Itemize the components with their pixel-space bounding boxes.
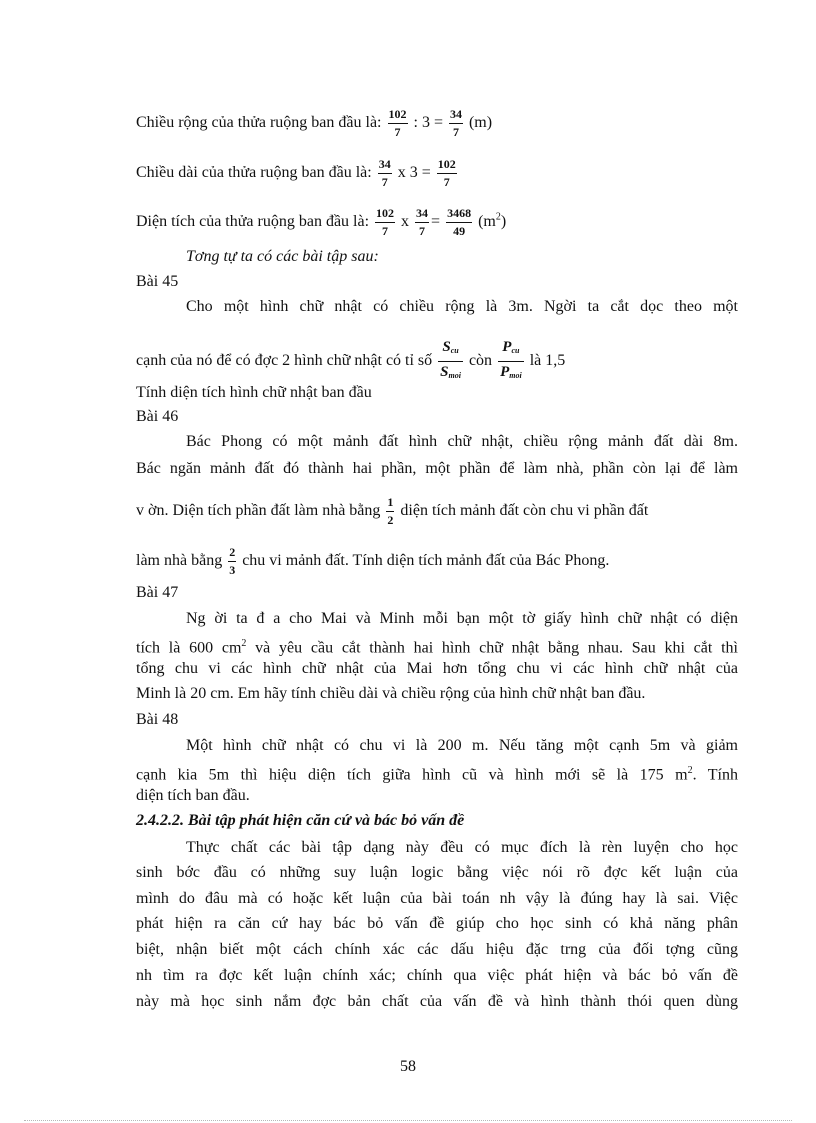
text: diện tích mảnh đất còn chu vi phần đất	[400, 502, 649, 520]
exercise-47-heading: Bài 47	[136, 584, 179, 601]
fraction: $\frac{1}{2}$	[387, 495, 394, 527]
text: Diện tích của thửa ruộng ban đầu là:	[136, 213, 370, 231]
fraction: $\frac{34}{7}$	[449, 107, 462, 139]
text: v ờn. Diện tích phần đất làm nhà bằng	[136, 502, 381, 520]
fraction: $\frac{102}{7}$	[437, 157, 456, 189]
area-calculation-line	[136, 207, 506, 238]
text: cạnh của nó để có đợc 2 hình chữ nhật có tỉ số	[136, 352, 433, 370]
paragraph-line-5: biệt, nhận biết một cách chính xác các dấu hiệu đặc trng của đối tợng cũng	[136, 941, 738, 958]
exercise-47-line-4: Minh là 20 cm. Em hãy tính chiều dài và chiều rộng của hình chữ nhật ban đầu.	[136, 685, 646, 702]
paragraph-line-1: Thực chất các bài tập dạng này đều có mục đích là rèn luyện cho học	[186, 839, 738, 856]
fraction: $\frac{2}{3}$	[229, 545, 236, 577]
fraction: $\frac{102}{7}$	[376, 206, 395, 238]
fraction: $\frac{102}{7}$	[388, 107, 407, 139]
exercise-48-line-3: diện tích ban đầu.	[136, 787, 250, 804]
exercise-46-heading: Bài 46	[136, 408, 179, 425]
paragraph-line-2: sinh bớc đầu có những suy luận logic bằng việc nói rõ đợc kết luận của	[136, 864, 738, 881]
page-bottom-divider	[24, 1120, 792, 1121]
similar-exercises-intro: Tơng tự ta có các bài tập sau:	[186, 248, 379, 265]
text: làm nhà bằng	[136, 552, 223, 570]
text: còn	[468, 352, 493, 370]
exercise-48-line-1: Một hình chữ nhật có chu vi là 200 m. Nếu tăng một cạnh 5m và giảm	[186, 737, 738, 754]
text: (m)	[468, 114, 493, 132]
paragraph-line-6: nh tìm ra đợc kết luận chính xác; chính qua việc phát hiện và bác bỏ vấn đề	[136, 967, 738, 984]
exercise-46-line-4	[136, 546, 609, 577]
length-calculation-line	[136, 158, 459, 189]
fraction: $\frac{34}{7}$	[416, 206, 429, 238]
paragraph-line-3: mình do đâu mà có hoặc kết luận của bài toán nh vậy là đúng hay là sai. Việc	[136, 890, 738, 907]
exercise-45-line-3: Tính diện tích hình chữ nhật ban đầu	[136, 384, 372, 401]
exercise-46-line-1: Bác Phong có một mảnh đất hình chữ nhật, chiều rộng mảnh đất dài 8m.	[186, 433, 738, 450]
ratio-p-fraction: $\frac{P_{cu}}{P_{moi}}$	[500, 339, 522, 380]
exercise-48-line-2: cạnh kia 5m thì hiệu diện tích giữa hình cũ và hình mới sẽ là 175 $m^2$. Tính	[136, 765, 739, 784]
exercise-45-line-1: Cho một hình chữ nhật có chiều rộng là 3m. Ngời ta cắt dọc theo một	[186, 298, 738, 315]
exercise-47-line-3: tổng chu vi các hình chữ nhật của Mai hơn tổng chu vi các hình chữ nhật của	[136, 660, 738, 677]
text: là 1,5	[529, 352, 566, 370]
exercise-47-line-1: Ng ời ta đ a cho Mai và Minh mỗi bạn một tờ giấy hình chữ nhật có diện	[186, 610, 738, 627]
section-heading: 2.4.2.2. Bài tập phát hiện căn cứ và bác bỏ vấn đề	[136, 812, 465, 829]
unit: $(m^2)$	[478, 211, 507, 231]
text: chu vi mảnh đất. Tính diện tích mảnh đất của Bác Phong.	[242, 552, 610, 570]
text: =	[431, 213, 441, 231]
ratio-s-fraction: $\frac{S_{cu}}{S_{moi}}$	[440, 339, 461, 380]
paragraph-line-4: phát hiện ra căn cứ hay bác bỏ vấn đề giúp cho học sinh có khả năng phân	[136, 915, 738, 932]
text: Chiều dài của thửa ruộng ban đầu là:	[136, 164, 372, 182]
text: Chiều rộng của thửa ruộng ban đầu là:	[136, 114, 382, 132]
text: x 3 =	[397, 164, 431, 182]
exercise-45-heading: Bài 45	[136, 273, 179, 290]
fraction: $\frac{34}{7}$	[378, 157, 391, 189]
exercise-45-line-2	[136, 339, 565, 384]
fraction: $\frac{3468}{49}$	[447, 206, 472, 238]
text: x	[401, 213, 410, 231]
paragraph-line-7: này mà học sinh nắm đợc bản chất của vấn đề và hình thành thói quen dùng	[136, 993, 738, 1010]
exercise-48-heading: Bài 48	[136, 711, 179, 728]
exercise-47-line-2: tích là 600 $cm^2$ và yêu cầu cắt thành hai hình chữ nhật bằng nhau. Sau khi cắt thì	[136, 638, 738, 657]
text: : 3 =	[413, 114, 443, 132]
width-calculation-line	[136, 108, 492, 139]
page-number: 58	[400, 1058, 416, 1075]
exercise-46-line-2: Bác ngăn mảnh đất đó thành hai phần, một phần để làm nhà, phần còn lại để làm	[136, 460, 738, 477]
exercise-46-line-3	[136, 496, 648, 527]
